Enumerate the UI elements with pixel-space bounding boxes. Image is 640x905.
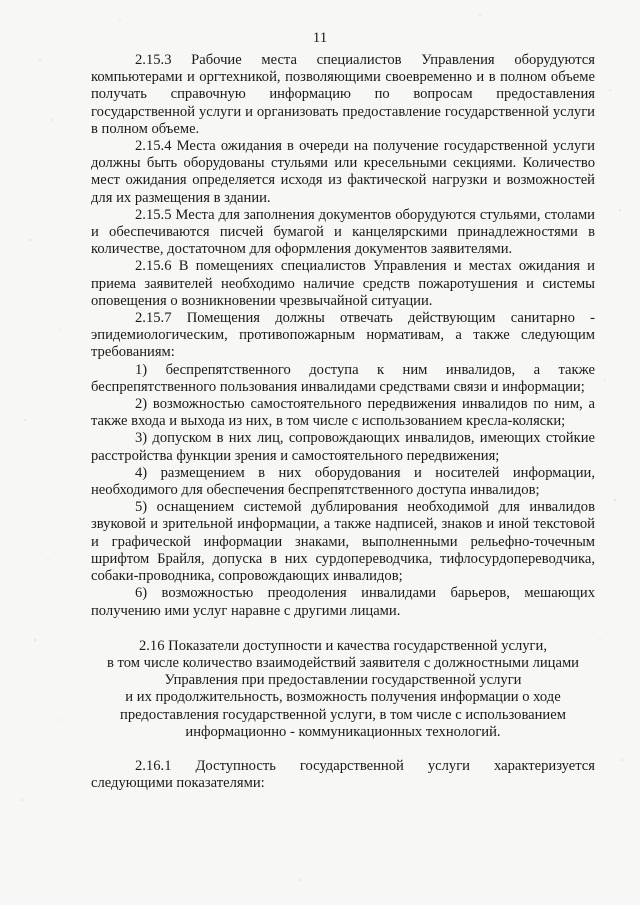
heading-line: информационно - коммуникационных технологий. xyxy=(185,723,501,740)
requirement-item-1: 1) беспрепятственного доступа к ним инвалидов, а также беспрепятственного пользования инвалидами средствами связи и информации; xyxy=(91,361,595,395)
paragraph-2-15-7: 2.15.7 Помещения должны отвечать действующим санитарно - эпидемиологическим, противопожарным нормативам, а также следующим требованиям: xyxy=(91,310,595,361)
requirement-item-3: 3) допуском в них лиц, сопровождающих инвалидов, имеющих стойкие расстройства функции зрения и самостоятельного передвижения; xyxy=(91,430,595,464)
heading-line: Управления при предоставлении государственной услуги xyxy=(164,672,522,689)
paragraph-2-15-4: 2.15.4 Места ожидания в очереди на получение государственной услуги должны быть оборудованы стульями или кресельными секциями. Количество мест ожидания определяется исходя из фактической нагрузки и возможностей для их размещения в здании. xyxy=(91,138,595,206)
paragraph-2-15-3: 2.15.3 Рабочие места специалистов Управления оборудуются компьютерами и оргтехникой, позволяющими своевременно и в полном объеме получать справочную информацию по вопросам предоставления государственной услуги и организовать предоставление государственной услуги в полном объеме. xyxy=(91,52,595,137)
heading-line: в том числе количество взаимодействий заявителя с должностными лицами xyxy=(107,654,579,671)
paragraph-2-16-1: 2.16.1 Доступность государственной услуги характеризуется следующими показателями: xyxy=(91,757,595,792)
page-number: 11 xyxy=(312,30,328,46)
heading-line: 2.16 Показатели доступности и качества государственной услуги, xyxy=(138,637,547,654)
section-heading-2-16 xyxy=(91,638,595,741)
heading-line: предоставления государственной услуги, в том числе с использованием xyxy=(120,706,566,723)
requirement-item-5: 5) оснащением системой дублирования необходимой для инвалидов звуковой и зрительной информации, а также надписей, знаков и иной текстовой и графической информации знаками, выполненными рельефно-точечным шрифтом Брайля, допуска в них сурдопереводчика, тифлосурдопереводчика, собаки-проводника, сопровождающих инвалидов; xyxy=(91,499,595,585)
heading-line: и их продолжительность, возможность получения информации о ходе xyxy=(125,689,561,706)
requirement-item-2: 2) возможностью самостоятельного передвижения инвалидов по ним, а также входа и выхода из них, в том числе с использованием кресла-коляски; xyxy=(91,396,595,430)
paragraph-2-15-5: 2.15.5 Места для заполнения документов оборудуются стульями, столами и обеспечиваются писчей бумагой и канцелярскими принадлежностями в количестве, достаточном для оформления документов заявителями. xyxy=(91,206,595,258)
requirement-item-4: 4) размещением в них оборудования и носителей информации, необходимого для обеспечения беспрепятственного доступа инвалидов; xyxy=(91,464,595,499)
requirement-item-6: 6) возможностью преодоления инвалидами барьеров, мешающих получению ими услуг наравне с другими лицами. xyxy=(91,585,595,619)
paragraph-2-15-6: 2.15.6 В помещениях специалистов Управления и местах ожидания и приема заявителей необходимо наличие средств пожаротушения и системы оповещения о возникновении чрезвычайной ситуации. xyxy=(91,258,595,309)
document-body xyxy=(91,52,595,792)
